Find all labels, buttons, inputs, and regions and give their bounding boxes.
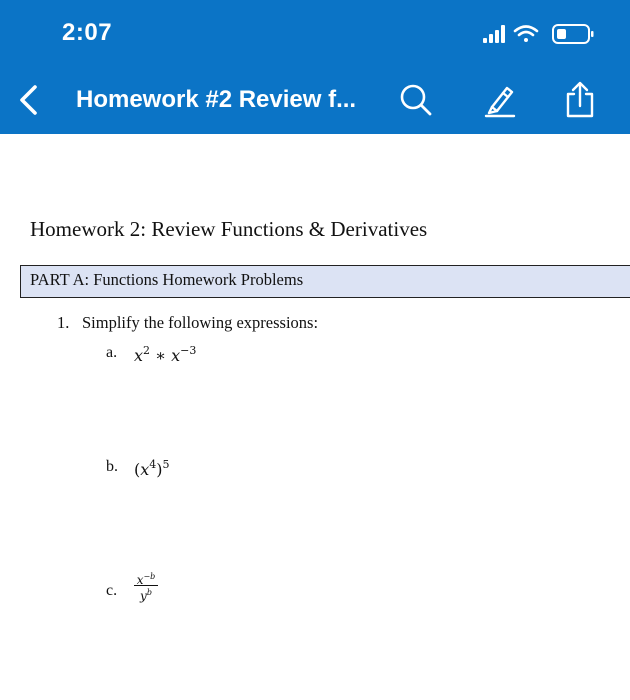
- part-a-banner: [20, 265, 630, 298]
- part-a-label: PART A: Functions Homework Problems: [30, 270, 304, 289]
- search-icon[interactable]: [396, 80, 436, 120]
- wifi-icon: [515, 27, 537, 43]
- fraction-denominator: $y^b$: [140, 588, 152, 603]
- back-chevron-icon[interactable]: [12, 82, 46, 118]
- question-text: Simplify the following expressions:: [82, 313, 319, 332]
- homework-title: Homework 2: Review Functions & Derivatives: [30, 217, 428, 241]
- fraction-numerator: $x^{-b}$: [136, 572, 156, 587]
- status-icons: [481, 22, 601, 48]
- item-c-label: c.: [106, 582, 118, 599]
- item-a-label: a.: [106, 344, 118, 361]
- item-b-expression: $(x^4)^5$: [134, 458, 170, 479]
- status-time: 2:07: [62, 19, 113, 46]
- item-c-fraction: [134, 570, 158, 603]
- cellular-signal-icon: [483, 25, 505, 43]
- app-header: [0, 0, 630, 134]
- document-page: [0, 134, 630, 700]
- item-a-expression: $x^2$ ∗ $x^{-3}$: [134, 344, 197, 365]
- question-number: 1.: [57, 313, 70, 332]
- share-icon[interactable]: [560, 80, 600, 120]
- battery-icon: [553, 25, 594, 43]
- item-b-label: b.: [106, 458, 118, 475]
- document-title: Homework #2 Review f...: [76, 86, 357, 113]
- highlighter-pen-icon[interactable]: [480, 80, 520, 120]
